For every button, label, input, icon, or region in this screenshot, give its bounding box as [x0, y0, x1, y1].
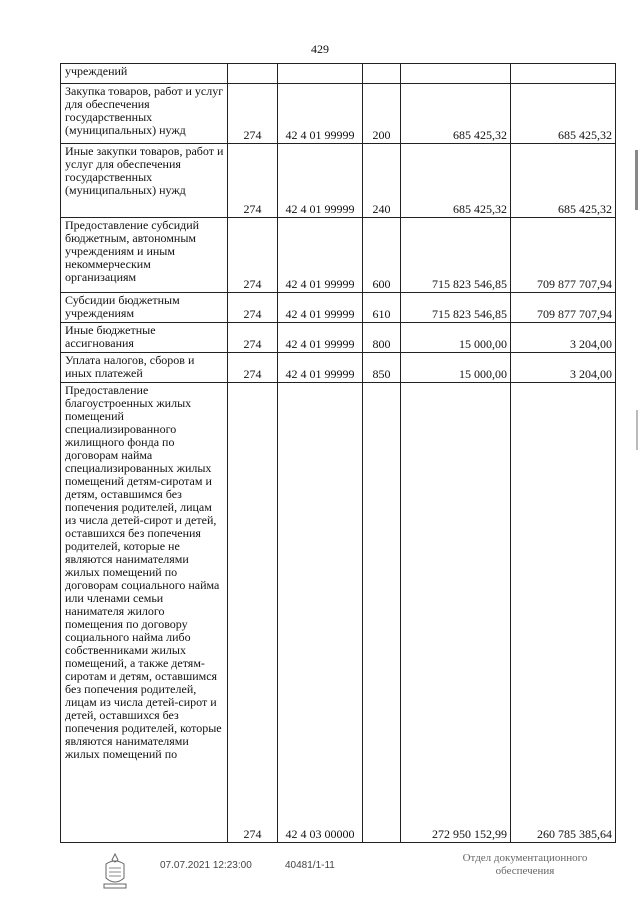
- row-target: 42 4 01 99999: [278, 353, 363, 383]
- row-amount-1: 685 425,32: [401, 144, 511, 218]
- row-target: 42 4 03 00000: [278, 383, 363, 843]
- table-row: [61, 383, 616, 843]
- table-row: [61, 218, 616, 293]
- row-name: Предоставление субсидий бюджетным, автономным учреждениям и иным некоммерческим организациям: [61, 218, 228, 293]
- row-name: учреждений: [61, 64, 228, 84]
- table-row: [61, 144, 616, 218]
- row-amount-2: 3 204,00: [511, 353, 616, 383]
- row-vr: 800: [363, 323, 401, 353]
- row-amount-2: 709 877 707,94: [511, 293, 616, 323]
- row-vr: 610: [363, 293, 401, 323]
- row-code: 274: [228, 383, 278, 843]
- budget-table: [60, 63, 616, 843]
- row-target: [278, 64, 363, 84]
- row-code: 274: [228, 353, 278, 383]
- row-amount-2: 260 785 385,64: [511, 383, 616, 843]
- row-amount-2: 685 425,32: [511, 84, 616, 144]
- scan-edge-mark: [635, 150, 638, 210]
- row-amount-2: 3 204,00: [511, 323, 616, 353]
- row-amount-1: 715 823 546,85: [401, 293, 511, 323]
- row-name: Предоставление благоустроенных жилых помещений специализированного жилищного фонда по договорам найма специализированных жилых помещений детям-сиротам и детям, оставшимся без попечения родителей, лицам из числа детей-сирот и детей, оставшихся без попечения родителей, которые не являются нанимателями жилых помещений по договорам социального найма или членами семьи нанимателя жилого помещения по договору социального найма либо собственниками жилых помещений, а также детям-сиротам и детям, оставшимся без попечения родителей, лицам из числа детей-сирот и детей, оставшихся без попечения родителей, которые являются нанимателями жилых помещений по: [61, 383, 228, 843]
- row-amount-1: 15 000,00: [401, 323, 511, 353]
- row-target: 42 4 01 99999: [278, 84, 363, 144]
- row-amount-2: 709 877 707,94: [511, 218, 616, 293]
- table-row: [61, 323, 616, 353]
- row-code: 274: [228, 84, 278, 144]
- footer: [0, 850, 640, 905]
- row-amount-2: [511, 64, 616, 84]
- emblem-icon: [100, 852, 130, 895]
- row-target: 42 4 01 99999: [278, 323, 363, 353]
- department-stamp: Отдел документационного обеспечения: [462, 852, 588, 877]
- row-code: 274: [228, 144, 278, 218]
- table-row: [61, 353, 616, 383]
- row-code: 274: [228, 293, 278, 323]
- row-vr: 200: [363, 84, 401, 144]
- page-number: 429: [311, 42, 329, 56]
- row-name: Иные закупки товаров, работ и услуг для обеспечения государственных (муниципальных) нужд: [61, 144, 228, 218]
- row-amount-1: [401, 64, 511, 84]
- row-vr: 600: [363, 218, 401, 293]
- table-row: [61, 84, 616, 144]
- row-code: 274: [228, 218, 278, 293]
- row-amount-1: 15 000,00: [401, 353, 511, 383]
- table-row: [61, 64, 616, 84]
- row-vr: 850: [363, 353, 401, 383]
- row-vr: 240: [363, 144, 401, 218]
- row-target: 42 4 01 99999: [278, 218, 363, 293]
- row-target: 42 4 01 99999: [278, 293, 363, 323]
- stamp-reg-number: 40481/1-11: [285, 860, 335, 871]
- row-code: 274: [228, 323, 278, 353]
- row-name: Закупка товаров, работ и услуг для обеспечения государственных (муниципальных) нужд: [61, 84, 228, 144]
- row-amount-1: 715 823 546,85: [401, 218, 511, 293]
- table-row: [61, 293, 616, 323]
- row-name: Субсидии бюджетным учреждениям: [61, 293, 228, 323]
- row-target: 42 4 01 99999: [278, 144, 363, 218]
- row-amount-1: 272 950 152,99: [401, 383, 511, 843]
- row-vr: [363, 383, 401, 843]
- row-code: [228, 64, 278, 84]
- stamp-datetime: 07.07.2021 12:23:00: [160, 860, 252, 871]
- row-name: Иные бюджетные ассигнования: [61, 323, 228, 353]
- row-vr: [363, 64, 401, 84]
- row-name: Уплата налогов, сборов и иных платежей: [61, 353, 228, 383]
- row-amount-2: 685 425,32: [511, 144, 616, 218]
- row-amount-1: 685 425,32: [401, 84, 511, 144]
- scan-edge-mark: [636, 410, 638, 450]
